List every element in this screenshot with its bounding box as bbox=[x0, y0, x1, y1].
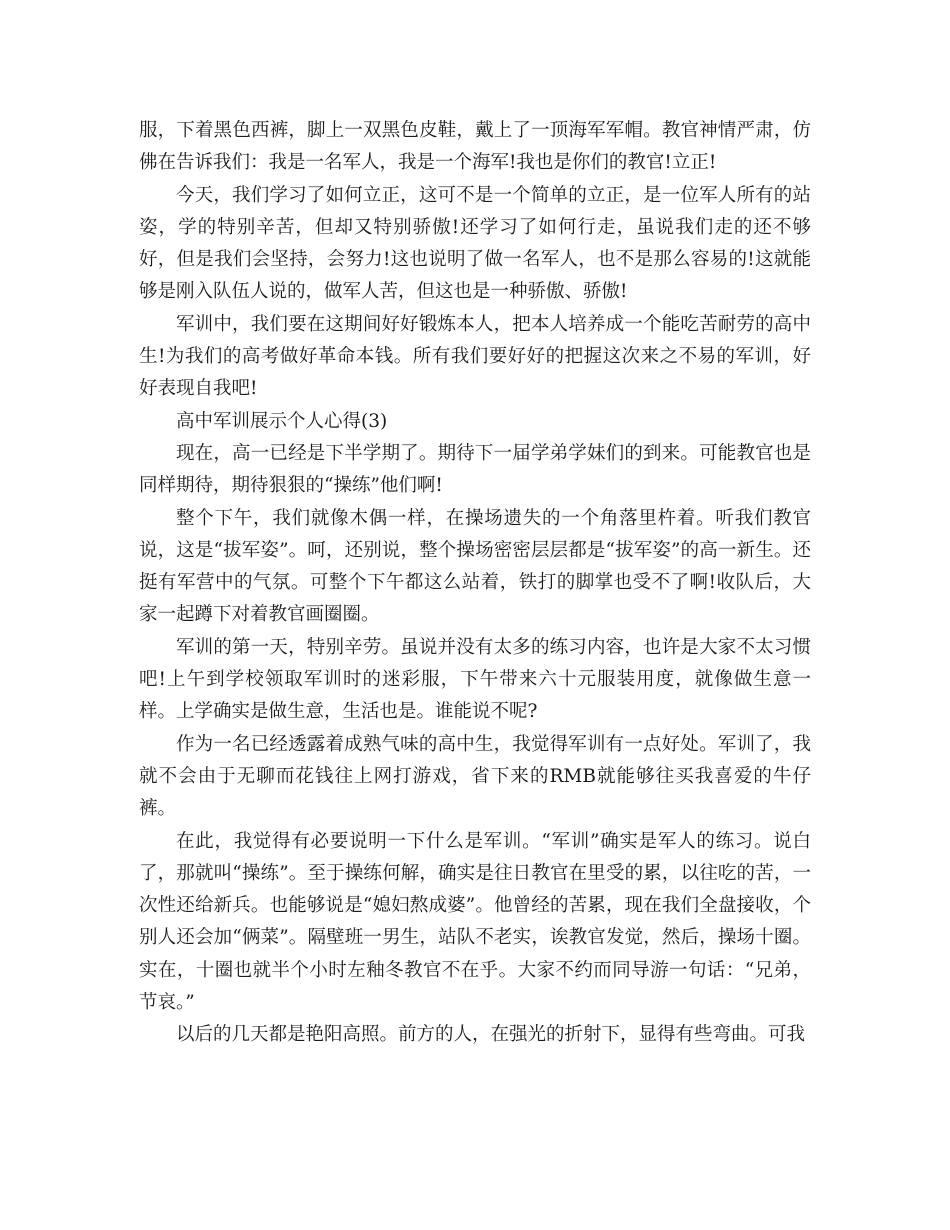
paragraph: 以后的几天都是艳阳高照。前方的人，在强光的折射下，显得有些弯曲。可我 bbox=[176, 1024, 806, 1046]
paragraph: 现在，高一已经是下半学期了。期待下一届学弟学妹们的到来。可能教官也是同样期待，期待狠狠的“操练”他们啊! bbox=[139, 442, 811, 497]
paragraph: 整个下午，我们就像木偶一样，在操场遗失的一个角落里杵着。听我们教官说，这是“拔军姿”。呵，还别说，整个操场密密层层都是“拔军姿”的高一新生。还挺有军营中的气氛。可整个下午都这么站着，铁打的脚掌也受不了啊!收队后，大家一起蹲下对着教官画圈圈。 bbox=[139, 507, 811, 626]
paragraph: 在此，我觉得有必要说明一下什么是军训。“军训”确实是军人的练习。说白了，那就叫“操练”。至于操练何解，确实是往日教官在里受的累，以往吃的苦，一次性还给新兵。也能够说是“媳妇熬成婆”。他曾经的苦累，现在我们全盘接收，个别人还会加“俩菜”。隔壁班一男生，站队不老实，诶教官发觉，然后，操场十圈。实在，十圈也就半个小时左釉冬教官不在乎。大家不约而同导游一句话：“兄弟，节哀。” bbox=[139, 830, 811, 1014]
section-heading: 高中军训展示个人心得(3) bbox=[176, 410, 388, 432]
paragraph: 今天，我们学习了如何立正，这可不是一个简单的立正，是一位军人所有的站姿，学的特别辛苦，但却又特别骄傲!还学习了如何行走，虽说我们走的还不够好，但是我们会坚持，会努力!这也说明了做一名军人，也不是那么容易的!这就能够是刚入队伍人说的，做军人苦，但这也是一种骄傲、骄傲! bbox=[139, 184, 811, 303]
paragraph: 军训中，我们要在这期间好好锻炼本人，把本人培养成一个能吃苦耐劳的高中生!为我们的高考做好革命本钱。所有我们要好好的把握这次来之不易的军训，好好表现自我吧! bbox=[139, 313, 811, 400]
paragraph-continuation: 服，下着黑色西裤，脚上一双黑色皮鞋，戴上了一顶海军军帽。教官神情严肃，仿佛在告诉我们：我是一名军人，我是一个海军!我也是你们的教官!立正! bbox=[139, 120, 811, 174]
document-body bbox=[139, 115, 811, 1052]
paragraph: 作为一名已经透露着成熟气味的高中生，我觉得军训有一点好处。军训了，我就不会由于无聊而花钱往上网打游戏，省下来的RMB就能够往买我喜爱的牛仔裤。 bbox=[139, 733, 811, 820]
paragraph: 军训的第一天，特别辛劳。虽说并没有太多的练习内容，也许是大家不太习惯吧!上午到学校领取军训时的迷彩服，下午带来六十元服装用度，就像做生意一样。上学确实是做生意，生活也是。谁能说不呢? bbox=[139, 636, 811, 723]
